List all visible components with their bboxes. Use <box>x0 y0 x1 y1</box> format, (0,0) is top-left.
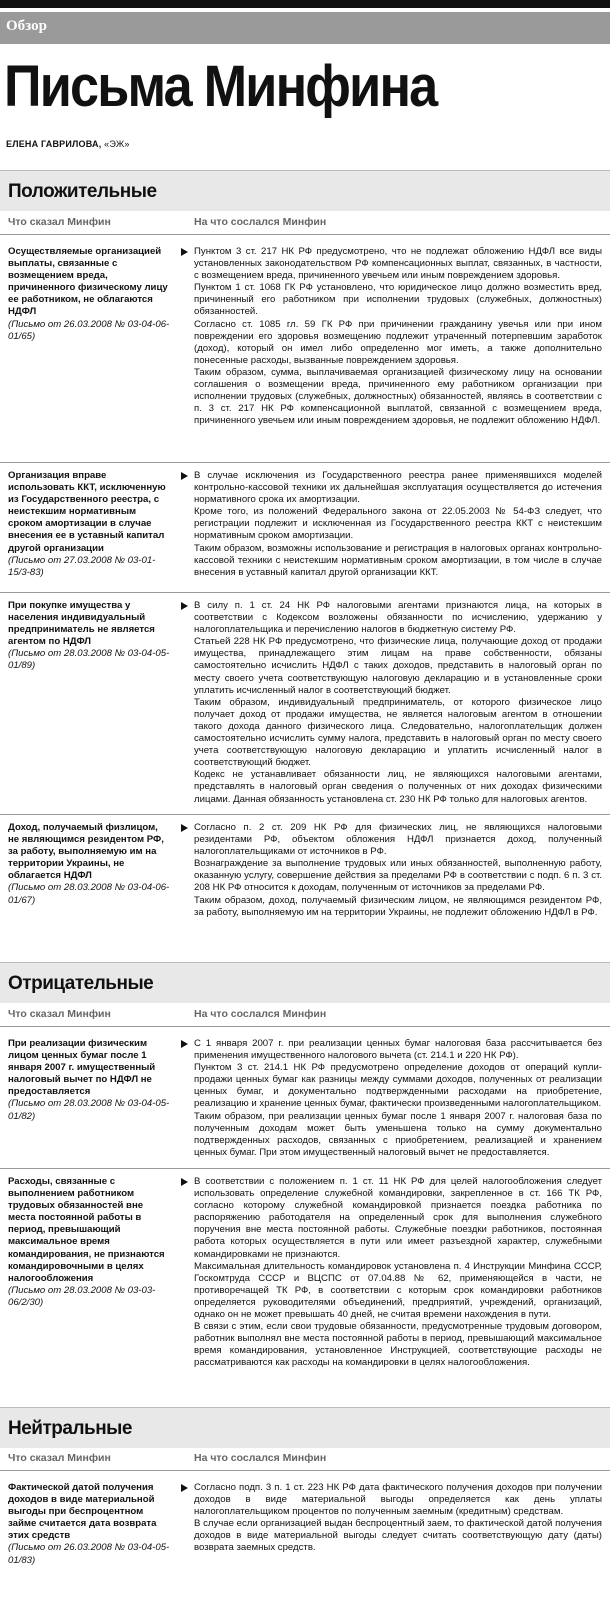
basis-paragraph: В случае исключения из Государственного реестра ранее применявшихся моделей контрольно-кассовой техники их дальнейшая эксплуатация осуществляется до истечения нормативного срока их амортизации. <box>194 470 602 506</box>
basis-paragraph: В соответствии с положением п. 1 ст. 11 НК РФ для целей налогообложения следует использовать определение служебной командировки, закрепленное в ст. 166 ТК РФ, согласно которому служебной командировкой признается поездка работника по распоряжению работодателя на определенный срок для выполнения служебного поручения вне места постоянной работы. Служебные поездки работников, постоянная работа которых осуществляется в пути или имеет разъездной характер, служебными командировками не признаются. <box>194 1176 602 1260</box>
letter-basis <box>194 1482 602 1555</box>
letter-basis <box>194 822 602 919</box>
letter-basis <box>194 600 602 806</box>
column-header-left: Что сказал Минфин <box>8 1452 111 1464</box>
basis-paragraph: В силу п. 1 ст. 24 НК РФ налоговыми агентами признаются лица, на которых в соответствии с Кодексом возложены обязанности по исчислению, удержанию у налогоплательщика и перечислению налогов в бюджетную систему РФ. <box>194 600 602 636</box>
top-bar <box>0 0 610 8</box>
rubric-bar <box>0 12 610 44</box>
basis-paragraph: Таким образом, индивидуальный предприниматель, от которого физическое лицо получает доход от продажи имущества, не является налоговым агентом в отношении такого дохода данного физического лица. Следовательно, налогоплательщик должен самостоятельно исчислить сумму налога, представить в налоговый орган по месту своего учета соответствующую налоговую декларацию и уплатить исчисленный налог в соответствующий бюджет. <box>194 696 602 769</box>
letter-summary <box>8 1482 170 1567</box>
arrow-icon <box>181 1040 188 1048</box>
rubric-label: Обзор <box>6 18 47 34</box>
divider <box>0 462 610 463</box>
divider <box>0 234 610 235</box>
letter-conclusion: Расходы, связанные с выполнением работником трудовых обязанностей вне места постоянной работы в период, превышающий максимальное время командирования, не признаются командировочными в целях налогообложения <box>8 1176 165 1284</box>
letter-conclusion: При покупке имущества у населения индивидуальный предприниматель не является агентом по НДФЛ <box>8 600 155 648</box>
letter-reference: (Письмо от 28.03.2008 № 03-04-06-01/67) <box>8 882 170 906</box>
letter-summary <box>8 246 170 343</box>
basis-paragraph: Статьей 228 НК РФ предусмотрено, что физические лица, получающие доход от продажи имущества, принадлежащего этим лицам на праве собственности, обязаны самостоятельно исчислить НДФЛ с таких доходов, представить в налоговый орган по месту своего учета соответствующую налоговую декларацию и в установленные сроки уплатить исчисленный налог в соответствующий бюджет. <box>194 636 602 696</box>
letter-reference: (Письмо от 28.03.2008 № 03-04-05-01/89) <box>8 648 170 672</box>
letter-conclusion: Фактической датой получения доходов в виде материальной выгоды при беспроцентном займе считается дата возврата этих средств <box>8 1482 157 1542</box>
basis-paragraph: С 1 января 2007 г. при реализации ценных бумаг налоговая база рассчитывается без применения имущественного налогового вычета (ст. 214.1 и 220 НК РФ). <box>194 1038 602 1062</box>
basis-paragraph: Вознаграждение за выполнение трудовых или иных обязанностей, выполненную работу, оказанную услугу, совершение действия за пределами РФ в соответствии с подп. 6 п. 3 ст. 208 НК РФ относится к доходам, полученным от источников за пределами РФ. <box>194 858 602 894</box>
section-title: Нейтральные <box>8 1418 132 1439</box>
basis-paragraph: Кроме того, из положений Федерального закона от 22.05.2003 № 54-ФЗ следует, что регистрации подлежит и исключенная из Государственного реестра ККТ с неистекшим нормативным сроком амортизации. <box>194 506 602 542</box>
basis-paragraph: Кодекс не устанавливает обязанности лиц, не являющихся налоговыми агентами, представлять в налоговый орган сведения о полученных от них доходах физическими лицами. Данная обязанность установлена ст. 230 НК РФ только для налоговых агентов. <box>194 769 602 805</box>
letter-summary <box>8 1038 170 1123</box>
basis-paragraph: Согласно п. 2 ст. 209 НК РФ для физических лиц, не являющихся налоговыми резидентами РФ, объектом обложения НДФЛ признается доход, полученный налогоплательщиками от источников в РФ. <box>194 822 602 858</box>
letter-basis <box>194 1176 602 1370</box>
basis-paragraph: В случае если организацией выдан беспроцентный заем, то фактической датой получения доходов в виде материальной выгоды следует считать соответствующую дату (даты) возврата заемных средств. <box>194 1518 602 1554</box>
letter-reference: (Письмо от 28.03.2008 № 03-03-06/2/30) <box>8 1284 156 1308</box>
basis-paragraph: В связи с этим, если свои трудовые обязанности, предусмотренные трудовым договором, работник выполнял вне места постоянной работы в период, превышающий максимальное время командирования, установленное Инструкцией, соответствующие расходы не рассматриваются как расходы на командировки в целях налогообложения. <box>194 1321 602 1369</box>
basis-paragraph: Максимальная длительность командировок установлена п. 4 Инструкции Минфина СССР, Госкомтруда СССР и ВЦСПС от 07.04.88 № 62, применяющейся в части, не противоречащей ТК РФ, в соответствии с которым срок командировки работников определяется руководителями объединений, предприятий, учреждений, организаций, однако он не может превышать 40 дней, не считая времени нахождения в пути. <box>194 1260 602 1321</box>
column-header-left: Что сказал Минфин <box>8 1008 111 1020</box>
section-title: Положительные <box>8 181 157 202</box>
divider <box>0 1470 610 1471</box>
divider <box>0 1168 610 1169</box>
divider <box>0 1026 610 1027</box>
letter-basis <box>194 470 602 579</box>
section-title: Отрицательные <box>8 973 154 994</box>
column-header-right: На что сослался Минфин <box>194 216 327 228</box>
letter-summary <box>8 600 170 673</box>
arrow-icon <box>181 1178 188 1186</box>
letter-summary <box>8 822 170 907</box>
letter-conclusion: При реализации физическим лицом ценных бумаг после 1 января 2007 г. имущественный налоговый вычет по НДФЛ не предоставляется <box>8 1038 156 1098</box>
letter-reference: (Письмо от 26.03.2008 № 03-04-05-01/83) <box>8 1542 170 1566</box>
letter-reference: (Письмо от 27.03.2008 № 03-01-15/3-83) <box>8 554 156 578</box>
basis-paragraph: Согласно подп. 3 п. 1 ст. 223 НК РФ дата фактического получения доходов при получении доходов в виде материальной выгоды определяется как день уплаты налогоплательщиком процентов по полученным заемным (кредитным) средствам. <box>194 1482 602 1518</box>
letter-conclusion: Осуществляемые организацией выплаты, связанные с возмещением вреда, причиненного физическому лицу ее работником, не облагаются НДФЛ <box>8 246 168 318</box>
divider <box>0 814 610 815</box>
divider <box>0 592 610 593</box>
author-line <box>6 139 130 149</box>
basis-paragraph: Пунктом 3 ст. 214.1 НК РФ предусмотрено определение доходов от операций купли-продажи ценных бумаг как разницы между суммами доходов, полученных от реализации ценных бумаг, и документально подтвержденными расходами на приобретение, реализацию и хранение ценных бумаг, фактически произведенными налогоплательщиком. <box>194 1062 602 1110</box>
section-header <box>0 962 610 1003</box>
basis-paragraph: Пунктом 3 ст. 217 НК РФ предусмотрено, что не подлежат обложению НДФЛ все виды установленных законодательством РФ компенсационных выплат, связанных, в частности, с возмещением вреда, причиненного увечьем или иным повреждением здоровья. <box>194 246 602 282</box>
author-outlet: «ЭЖ» <box>104 139 130 149</box>
basis-paragraph: Таким образом, доход, получаемый физическим лицом, не являющимся резидентом РФ, за работу, выполняемую им на территории Украины, не подлежит обложению НДФЛ в РФ. <box>194 894 602 918</box>
arrow-icon <box>181 824 188 832</box>
author-name: ЕЛЕНА ГАВРИЛОВА, <box>6 139 102 149</box>
column-header-left: Что сказал Минфин <box>8 216 111 228</box>
basis-paragraph: Пунктом 1 ст. 1068 ГК РФ установлено, что юридическое лицо должно возместить вред, причиненный его работником при исполнении трудовых (служебных, должностных) обязанностей. <box>194 282 602 318</box>
basis-paragraph: Таким образом, сумма, выплачиваемая организацией физическому лицу на основании соглашения о возмещении вреда, причиненного ему работником организации при исполнении трудовых (служебных, должностных) обязанностей, являясь в соответствии с п. 3 ст. 217 НК РФ компенсационной выплатой, связанной с возмещением вреда, причиненного увечьем или иным повреждением здоровья, не подлежит обложению НДФЛ. <box>194 366 602 427</box>
letter-summary <box>8 470 170 579</box>
letter-basis <box>194 246 602 427</box>
letter-conclusion: Доход, получаемый физлицом, не являющимся резидентом РФ, за работу, выполняемую им на территории Украины, не облагается НДФЛ <box>8 822 164 882</box>
basis-paragraph: Таким образом, при реализации ценных бумаг после 1 января 2007 г. налоговая база по полученным доходам может быть уменьшена только на сумму документально подтвержденных расходов, связанных с приобретением, реализацией и хранением ценных бумаг. При этом имущественный налоговый вычет не предоставляется. <box>194 1110 602 1158</box>
arrow-icon <box>181 602 188 610</box>
arrow-icon <box>181 1484 188 1492</box>
page-title: Письма Минфина <box>4 54 437 119</box>
letter-reference: (Письмо от 28.03.2008 № 03-04-05-01/82) <box>8 1098 170 1122</box>
letter-summary <box>8 1176 170 1309</box>
letter-reference: (Письмо от 26.03.2008 № 03-04-06-01/65) <box>8 318 170 342</box>
basis-paragraph: Таким образом, возможны использование и регистрация в налоговых органах контрольно-кассовой техники с неистекшим нормативным сроком амортизации, в том числе в случае внесения в уставный капитал другой организации ККТ. <box>194 542 602 578</box>
column-header-right: На что сослался Минфин <box>194 1008 327 1020</box>
arrow-icon <box>181 248 188 256</box>
basis-paragraph: Согласно ст. 1085 гл. 59 ГК РФ при причинении гражданину увечья или при ином повреждении его здоровья возмещению подлежит утраченный потерпевшим заработок (доход), который он имел либо определенно мог иметь, а также дополнительно понесенные расходы, вызванные повреждением здоровья. <box>194 318 602 366</box>
column-header-right: На что сослался Минфин <box>194 1452 327 1464</box>
letter-basis <box>194 1038 602 1159</box>
letter-conclusion: Организация вправе использовать ККТ, исключенную из Государственного реестра, с неистекшим нормативным сроком амортизации в случае внесения ее в уставный капитал другой организации <box>8 470 166 554</box>
section-header <box>0 1407 610 1448</box>
arrow-icon <box>181 472 188 480</box>
section-header <box>0 170 610 211</box>
